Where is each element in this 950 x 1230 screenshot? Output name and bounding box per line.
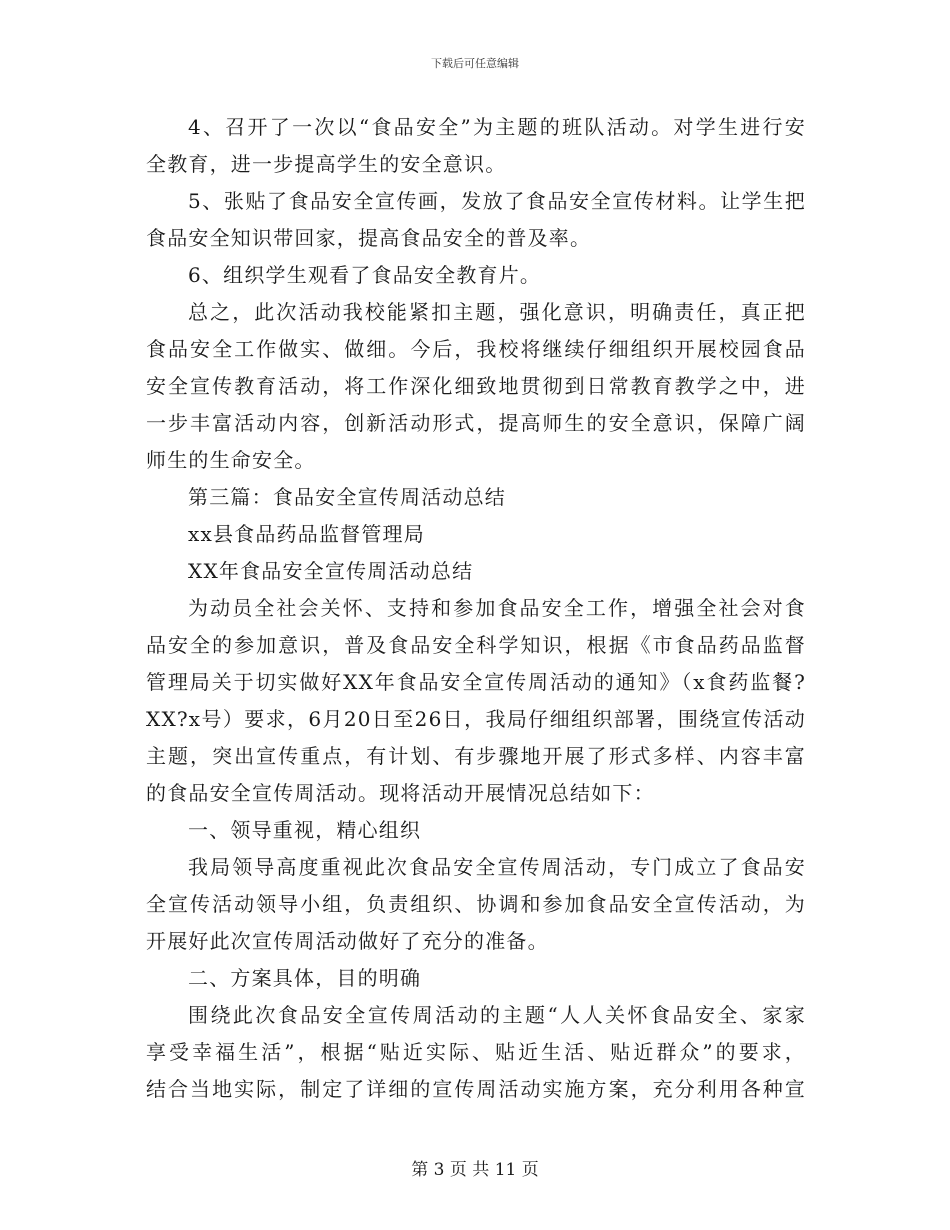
document-body: [146, 109, 806, 1108]
text-line: 总之，此次活动我校能紧扣主题，强化意识，明确责任，真正把: [188, 300, 806, 324]
text-line: 食品安全知识带回家，提高食品安全的普及率。: [146, 226, 592, 250]
text-line: 第三篇：食品安全宣传周活动总结: [188, 485, 506, 509]
text-line: 我局领导高度重视此次食品安全宣传周活动，专门成立了食品安: [188, 855, 806, 879]
text-line: 4、召开了一次以“食品安全”为主题的班队活动。对学生进行安: [188, 115, 806, 139]
text-line: xx县食品药品监督管理局: [188, 522, 425, 546]
text-line: XX年食品安全宣传周活动总结: [188, 559, 474, 583]
text-line: 一步丰富活动内容，创新活动形式，提高师生的安全意识，保障广阔: [146, 411, 806, 435]
text-line: 一、领导重视，精心组织: [188, 818, 422, 842]
text-line: 结合当地实际，制定了详细的宣传周活动实施方案，充分利用各种宣: [146, 1077, 806, 1101]
text-line: 围绕此次食品安全宣传周活动的主题“人人关怀食品安全、家家: [188, 1003, 806, 1027]
text-line: 品安全的参加意识，普及食品安全科学知识，根据《市食品药品监督: [146, 633, 806, 657]
text-line: 食品安全工作做实、做细。今后，我校将继续仔细组织开展校园食品: [146, 337, 806, 361]
text-line: 二、方案具体，目的明确: [188, 966, 422, 990]
text-line: 师生的生命安全。: [146, 448, 316, 472]
text-line: 主题，突出宣传重点，有计划、有步骤地开展了形式多样、内容丰富: [146, 744, 806, 768]
text-line: 享受幸福生活”，根据“贴近实际、贴近生活、贴近群众”的要求，: [146, 1040, 806, 1064]
text-line: 为动员全社会关怀、支持和参加食品安全工作，增强全社会对食: [188, 596, 806, 620]
text-line: 的食品安全宣传周活动。现将活动开展情况总结如下：: [146, 781, 655, 805]
text-line: 全宣传活动领导小组，负责组织、协调和参加食品安全宣传活动，为: [146, 892, 806, 916]
page-header: 下载后可任意编辑: [431, 57, 519, 70]
text-line: 开展好此次宣传周活动做好了充分的准备。: [146, 929, 549, 953]
text-line: 5、张贴了食品安全宣传画，发放了食品安全宣传材料。让学生把: [188, 189, 806, 213]
page-footer: 第 3 页 共 11 页: [411, 1160, 539, 1180]
text-line: 管理局关于切实做好XX年食品安全宣传周活动的通知》（x食药监餐?: [146, 670, 806, 694]
text-line: 6、组织学生观看了食品安全教育片。: [188, 263, 542, 287]
text-line: 全教育，进一步提高学生的安全意识。: [146, 152, 507, 176]
text-line: XX?x号）要求，6月20日至26日，我局仔细组织部署，围绕宣传活动: [146, 707, 806, 731]
text-line: 安全宣传教育活动，将工作深化细致地贯彻到日常教育教学之中，进: [146, 374, 806, 398]
